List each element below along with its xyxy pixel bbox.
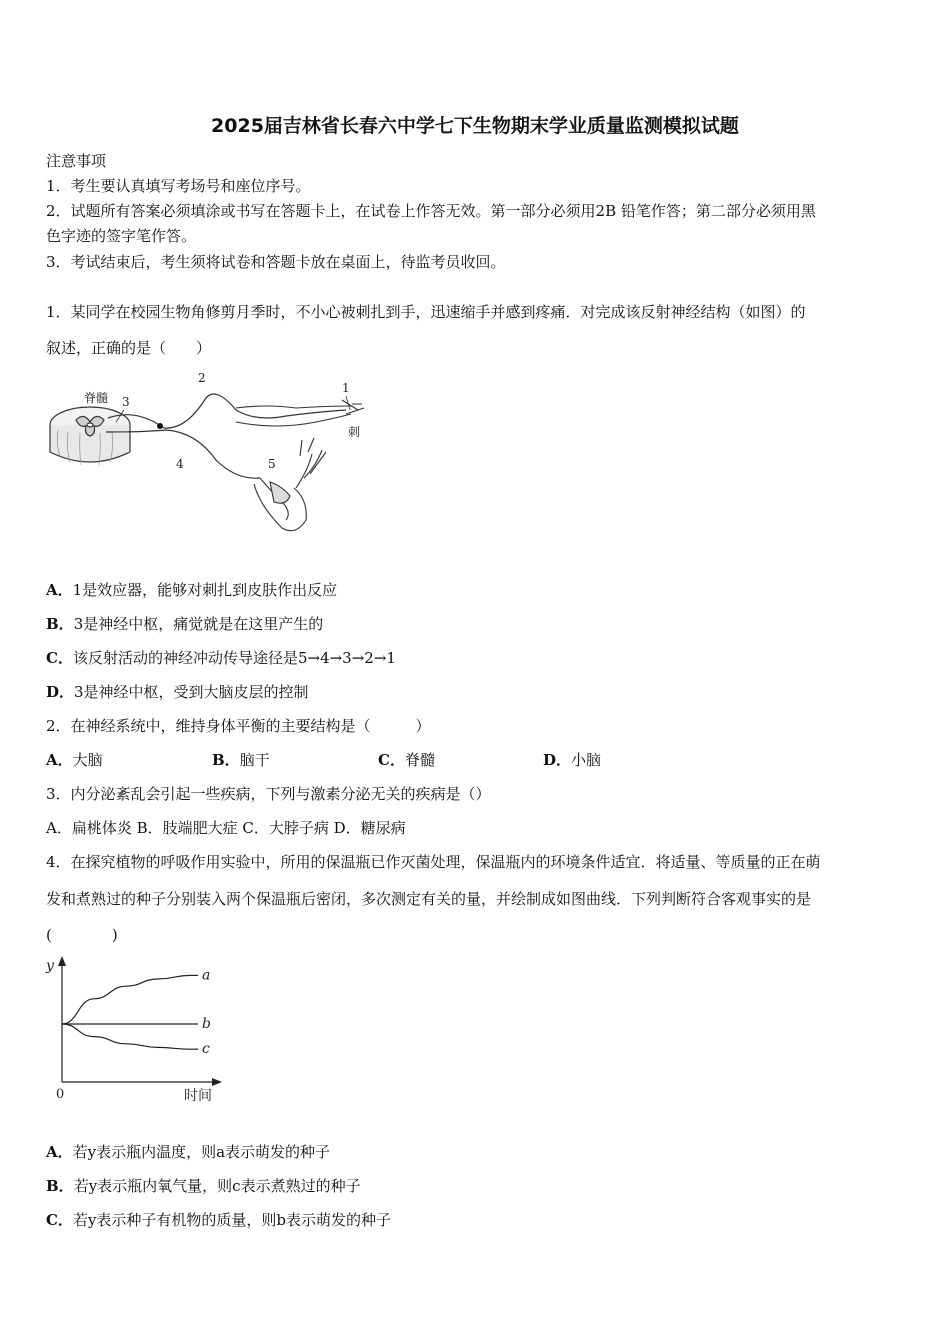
page-title: 2025届吉林省长春六中学七下生物期末学业质量监测模拟试题 (211, 115, 739, 137)
series-label-a: a (202, 967, 211, 984)
label-3: 3 (122, 395, 130, 409)
q1-stem-line1: 1．某同学在校园生物角修剪月季时，不小心被刺扎到手，迅速缩手并感到疼痛．对完成该反射神经结构（如图）的 (46, 303, 806, 321)
q2-option-c: C．脊髓 (378, 751, 435, 769)
label-4: 4 (176, 457, 184, 471)
label-thorn: 刺 (348, 425, 361, 439)
ganglion-dot (157, 423, 163, 429)
notice-item-2: 2．试题所有答案必须填涂或书写在答题卡上，在试卷上作答无效。第一部分必须用2B 铅笔作答；第二部分必须用黑 (46, 202, 816, 220)
series-line-c (62, 1024, 190, 1049)
q2-stem: 2．在神经系统中，维持身体平衡的主要结构是（ ） (46, 717, 431, 735)
q2-option-b: B．脑干 (212, 751, 270, 769)
label-5: 5 (268, 457, 276, 471)
notice-heading: 注意事项 (46, 152, 107, 170)
q1-option-d: D．3是神经中枢，受到大脑皮层的控制 (46, 683, 309, 701)
series-line-a (62, 975, 190, 1024)
series-label-b: b (202, 1016, 211, 1032)
notice-item-1: 1．考生要认真填写考场号和座位序号。 (46, 177, 311, 195)
q3-stem: 3．内分泌紊乱会引起一些疾病，下列与激素分泌无关的疾病是（） (46, 785, 491, 803)
notice-item-3: 3．考试结束后，考生须将试卷和答题卡放在桌面上，待监考员收回。 (46, 253, 506, 271)
q4-option-a: A．若y表示瓶内温度，则a表示萌发的种子 (46, 1143, 331, 1161)
notice-item-2-cont: 色字迹的签字笔作答。 (46, 227, 197, 245)
q1-stem-line2: 叙述，正确的是（ ） (46, 339, 212, 357)
label-spinal-cord: 脊髓 (84, 391, 109, 405)
q4-option-c: C．若y表示种子有机物的质量，则b表示萌发的种子 (46, 1211, 392, 1229)
q4-stem-line2: 发和煮熟过的种子分别装入两个保温瓶后密闭，多次测定有关的量，并绘制成如图曲线．下列判断符合客观事实的是 (46, 890, 812, 908)
x-axis-label: 时间 (184, 1088, 212, 1104)
y-axis-label: y (46, 958, 54, 974)
q4-option-b: B．若y表示瓶内氧气量，则c表示煮熟过的种子 (46, 1177, 361, 1195)
respiration-line-chart (40, 952, 240, 1107)
q2-option-d: D．小脑 (543, 751, 602, 769)
origin-label: 0 (56, 1087, 65, 1102)
reflex-arc-figure (46, 370, 366, 550)
q1-option-b: B．3是神经中枢，痛觉就是在这里产生的 (46, 615, 324, 633)
q2-option-a: A．大脑 (46, 751, 103, 769)
q3-options: A．扁桃体炎 B．肢端肥大症 C．大脖子病 D．糖尿病 (46, 819, 406, 837)
y-axis-arrow (58, 956, 66, 966)
x-axis-arrow (212, 1078, 222, 1086)
q1-option-c: C．该反射活动的神经冲动传导途径是5→4→3→2→1 (46, 649, 396, 667)
q4-stem-line1: 4．在探究植物的呼吸作用实验中，所用的保温瓶已作灭菌处理，保温瓶内的环境条件适宜．将适量、等质量的正在萌 (46, 853, 821, 871)
arm-hand-drawing (236, 400, 364, 531)
q1-option-a: A．1是效应器，能够对刺扎到皮肤作出反应 (46, 581, 338, 599)
q4-stem-line3: ( ) (46, 926, 118, 944)
label-1: 1 (342, 381, 350, 395)
series-label-c: c (202, 1041, 210, 1058)
label-2: 2 (198, 371, 206, 385)
